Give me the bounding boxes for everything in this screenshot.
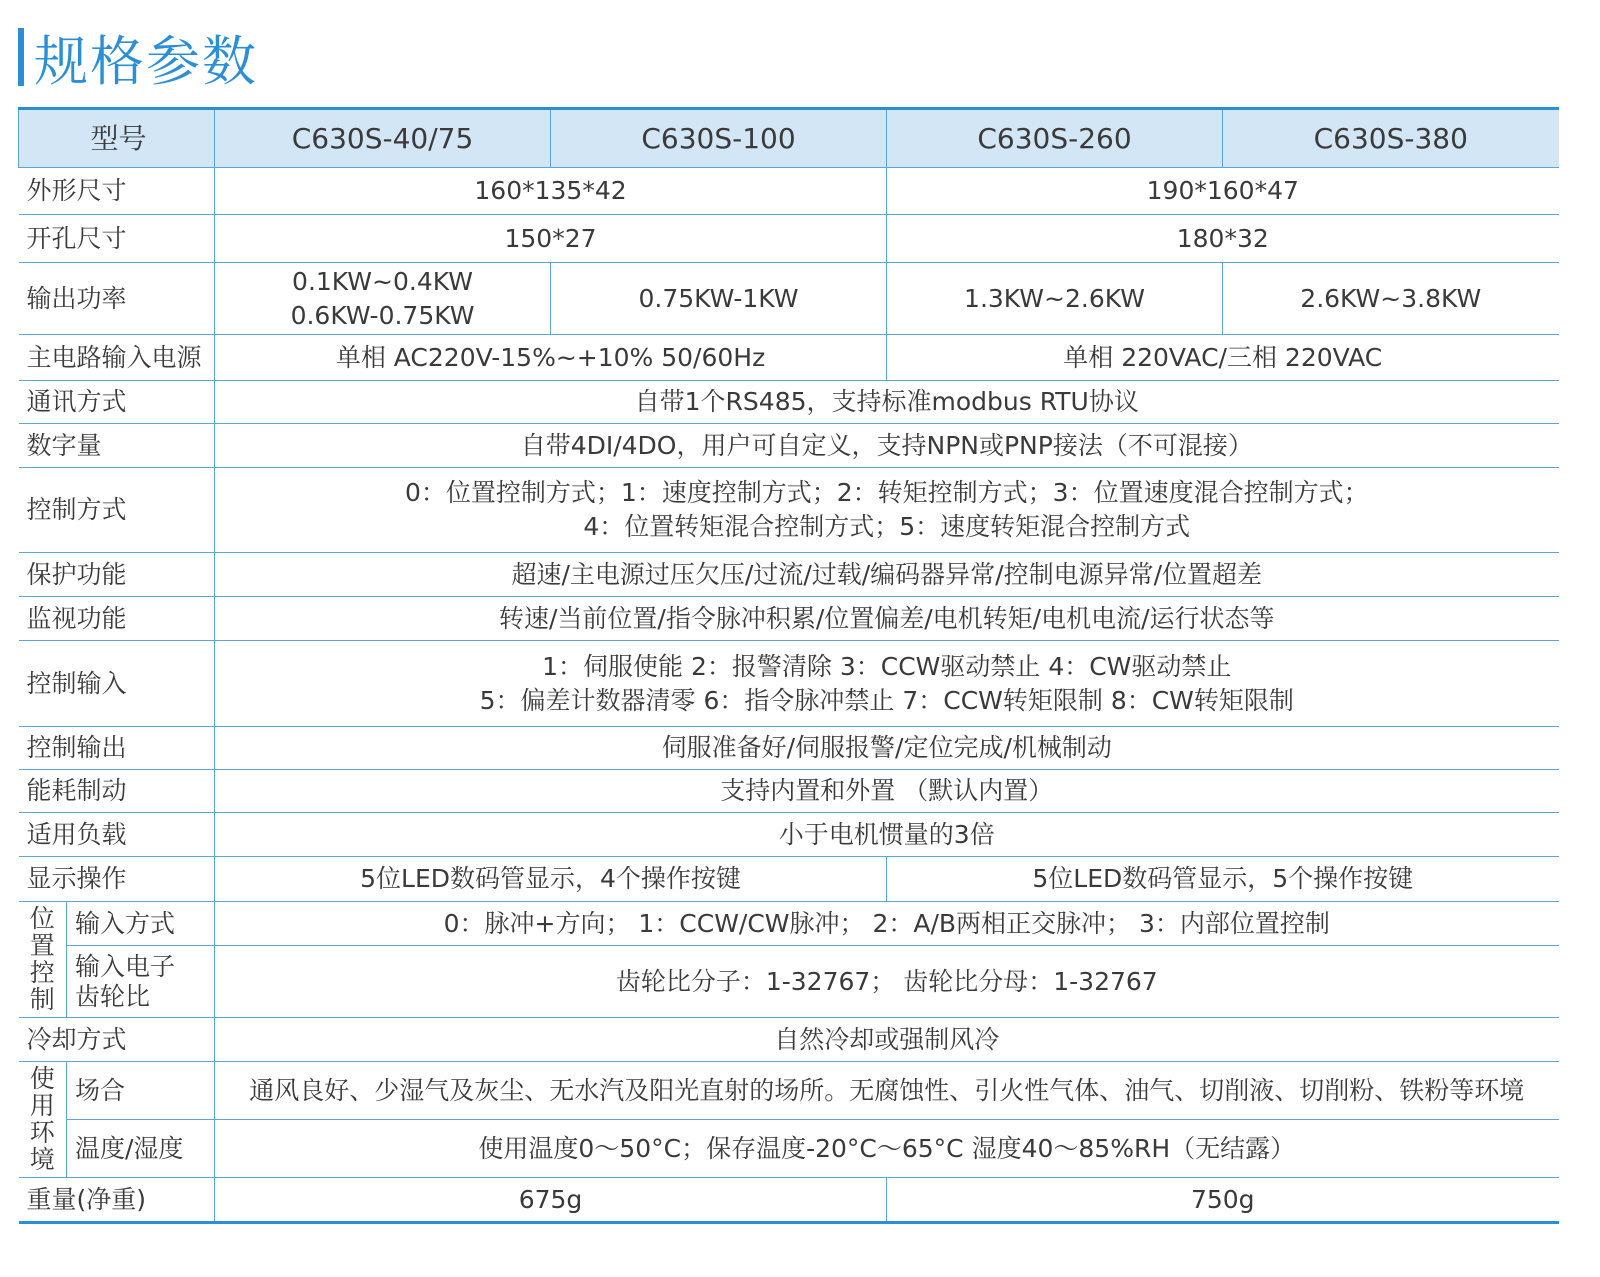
- cell-value: 5位LED数码管显示，4个操作按键: [215, 857, 887, 902]
- row-label: 输入方式: [67, 902, 215, 946]
- row-load: [19, 813, 1559, 857]
- cell-value: [215, 468, 1559, 553]
- row-label: 温度/湿度: [67, 1120, 215, 1178]
- row-braking: [19, 770, 1559, 813]
- group-label-environment: [19, 1062, 67, 1178]
- row-control-output: [19, 727, 1559, 770]
- cell-value: 使用温度0～50°C；保存温度-20°C～65°C 湿度40～85%RH（无结露）: [215, 1120, 1559, 1178]
- model-header: C630S-100: [551, 109, 887, 168]
- row-control-input: [19, 641, 1559, 727]
- cell-value: 675g: [215, 1178, 887, 1223]
- label-line: 输入电子: [75, 951, 176, 981]
- group-label-text: 位置控制: [29, 904, 55, 1014]
- cell-value: 5位LED数码管显示，5个操作按键: [887, 857, 1559, 902]
- group-label-text: 使用环境: [29, 1064, 55, 1174]
- row-monitor: [19, 597, 1559, 641]
- row-label: 显示操作: [19, 857, 215, 902]
- cell-value: 180*32: [887, 215, 1559, 263]
- row-weight: [19, 1178, 1559, 1223]
- row-env-temp: [19, 1120, 1559, 1178]
- cell-value: 160*135*42: [215, 168, 887, 215]
- row-digital: [19, 424, 1559, 468]
- cell-line: 0.1KW~0.4KW: [292, 266, 473, 296]
- row-cutout: [19, 215, 1559, 263]
- cell-value: 伺服准备好/伺服报警/定位完成/机械制动: [215, 727, 1559, 770]
- row-label: 场合: [67, 1062, 215, 1120]
- cell-value: 支持内置和外置 （默认内置）: [215, 770, 1559, 813]
- cell-line: 4：位置转矩混合控制方式；5：速度转矩混合控制方式: [583, 512, 1191, 541]
- cell-value: 单相 220VAC/三相 220VAC: [887, 335, 1559, 381]
- model-header: C630S-40/75: [215, 109, 551, 168]
- header-row: [19, 109, 1559, 168]
- row-label: 主电路输入电源: [19, 335, 215, 381]
- cell-value: 750g: [887, 1178, 1559, 1223]
- row-label: 控制方式: [19, 468, 215, 553]
- cell-value: 单相 AC220V-15%~+10% 50/60Hz: [215, 335, 887, 381]
- row-display: [19, 857, 1559, 902]
- row-label: 开孔尺寸: [19, 215, 215, 263]
- page-title-block: [18, 22, 258, 92]
- cell-value: 小于电机惯量的3倍: [215, 813, 1559, 857]
- cell-line: 0：位置控制方式；1：速度控制方式；2：转矩控制方式；3：位置速度混合控制方式；: [404, 478, 1369, 507]
- row-protection: [19, 553, 1559, 597]
- row-comm: [19, 381, 1559, 424]
- row-control-mode: [19, 468, 1559, 553]
- row-position-gear: [19, 946, 1559, 1018]
- cell-value: 自带1个RS485，支持标准modbus RTU协议: [215, 381, 1559, 424]
- cell-value: 0.75KW-1KW: [551, 263, 887, 335]
- model-header: C630S-260: [887, 109, 1223, 168]
- cell-value: 190*160*47: [887, 168, 1559, 215]
- model-header: C630S-380: [1223, 109, 1559, 168]
- cell-line: 1：伺服使能 2：报警清除 3：CCW驱动禁止 4：CW驱动禁止: [542, 651, 1232, 681]
- row-label: 重量(净重): [19, 1178, 215, 1223]
- row-label: 通讯方式: [19, 381, 215, 424]
- cell-value: 自带4DI/4DO，用户可自定义，支持NPN或PNP接法（不可混接）: [215, 424, 1559, 468]
- row-label: 监视功能: [19, 597, 215, 641]
- row-power: [19, 263, 1559, 335]
- row-label: 能耗制动: [19, 770, 215, 813]
- cell-line: 0.6KW-0.75KW: [290, 300, 475, 330]
- row-dimensions: [19, 168, 1559, 215]
- cell-value: 超速/主电源过压欠压/过流/过载/编码器异常/控制电源异常/位置超差: [215, 553, 1559, 597]
- row-label: 数字量: [19, 424, 215, 468]
- row-label: 冷却方式: [19, 1018, 215, 1062]
- title-accent-bar: [18, 28, 24, 86]
- row-env-place: [19, 1062, 1559, 1120]
- cell-value: 通风良好、少湿气及灰尘、无水汽及阳光直射的场所。无腐蚀性、引火性气体、油气、切削液、切削粉、铁粉等环境: [215, 1062, 1559, 1120]
- header-label: 型号: [19, 109, 215, 168]
- row-main-input: [19, 335, 1559, 381]
- cell-value: 2.6KW~3.8KW: [1223, 263, 1559, 335]
- cell-value: 150*27: [215, 215, 887, 263]
- row-cooling: [19, 1018, 1559, 1062]
- row-label: 控制输出: [19, 727, 215, 770]
- cell-value: 转速/当前位置/指令脉冲积累/位置偏差/电机转矩/电机电流/运行状态等: [215, 597, 1559, 641]
- cell-value: 自然冷却或强制风冷: [215, 1018, 1559, 1062]
- row-position-input-mode: [19, 902, 1559, 946]
- row-label: 控制输入: [19, 641, 215, 727]
- cell-value: 齿轮比分子：1-32767； 齿轮比分母：1-32767: [215, 946, 1559, 1018]
- row-label: 保护功能: [19, 553, 215, 597]
- group-label-position-control: [19, 902, 67, 1018]
- cell-value: 0：脉冲+方向； 1：CCW/CW脉冲； 2：A/B两相正交脉冲； 3：内部位置控制: [215, 902, 1559, 946]
- cell-line: 5：偏差计数器清零 6：指令脉冲禁止 7：CCW转矩限制 8：CW转矩限制: [479, 685, 1294, 715]
- row-label: 外形尺寸: [19, 168, 215, 215]
- label-line: 齿轮比: [75, 981, 151, 1011]
- cell-value: 1.3KW~2.6KW: [887, 263, 1223, 335]
- cell-value: [215, 263, 551, 335]
- row-label: [67, 946, 215, 1018]
- row-label: 适用负载: [19, 813, 215, 857]
- spec-table: [18, 107, 1559, 1224]
- row-label: 输出功率: [19, 263, 215, 335]
- cell-value: [215, 641, 1559, 727]
- page-title: 规格参数: [34, 29, 258, 93]
